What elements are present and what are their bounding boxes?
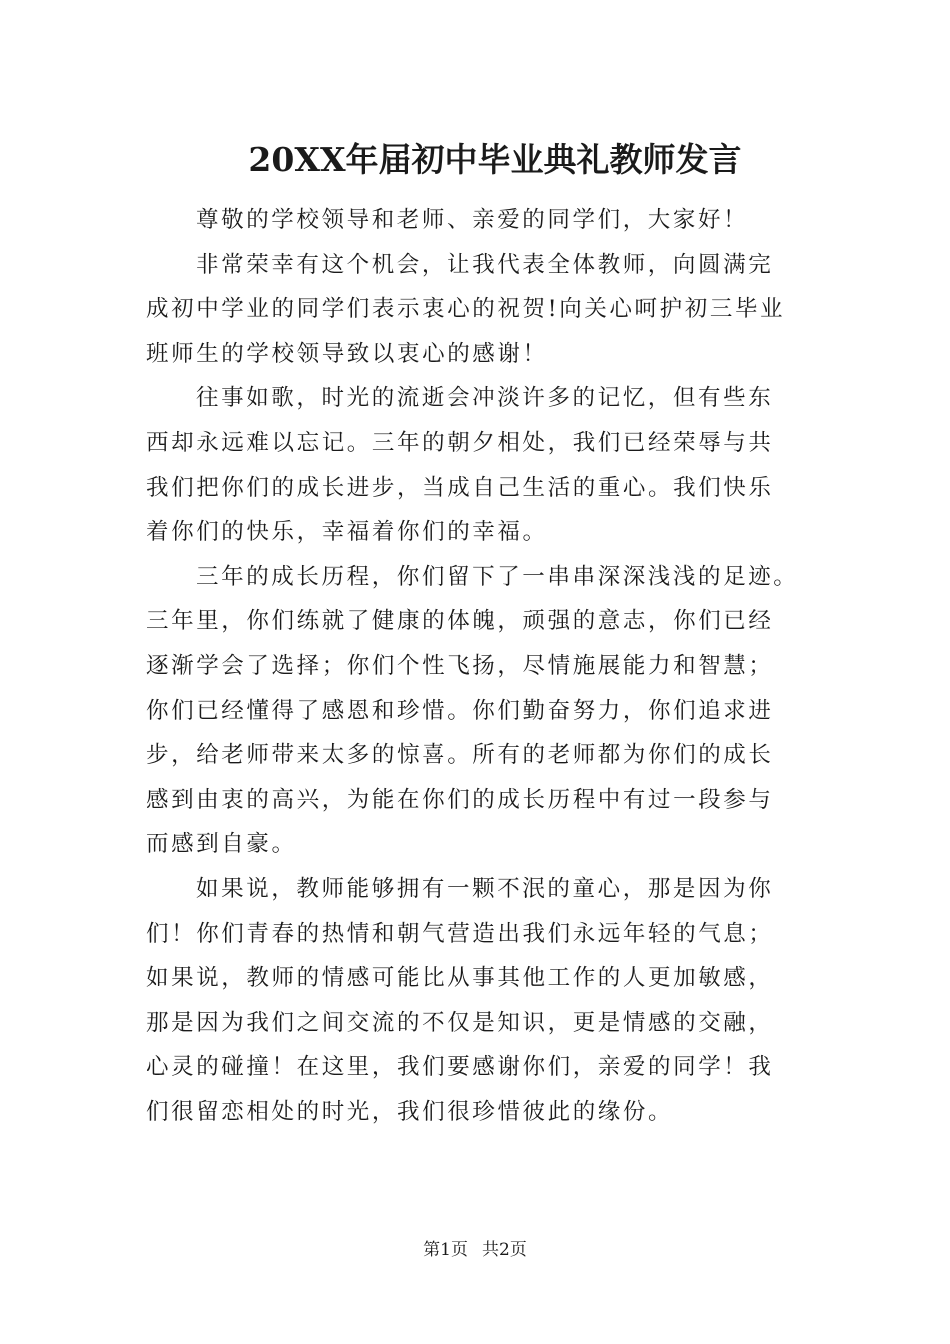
text-line: 们很留恋相处的时光，我们很珍惜彼此的缘份。 [146, 1098, 674, 1125]
text-line: 我们把你们的成长进步，当成自己生活的重心。我们快乐 [146, 474, 774, 501]
paragraph-memories [146, 376, 806, 554]
text-line: 往事如歌，时光的流逝会冲淡许多的记忆，但有些东 [196, 385, 774, 412]
text-line: 着你们的快乐，幸福着你们的幸福。 [146, 519, 548, 546]
document-title: 20XX年届初中毕业典礼教师发言 [248, 140, 742, 179]
text-line: 们！你们青春的热情和朝气营造出我们永远年轻的气息； [146, 920, 774, 947]
text-line: 三年里，你们练就了健康的体魄，顽强的意志，你们已经 [146, 608, 774, 635]
text-line: 西却永远难以忘记。三年的朝夕相处，我们已经荣辱与共 [146, 429, 774, 456]
paragraph-greeting [146, 198, 806, 243]
text-line: 三年的成长历程，你们留下了一串串深深浅浅的足迹。 [196, 563, 799, 590]
page-number-current: 第1页 [423, 1240, 468, 1260]
text-line: 非常荣幸有这个机会，让我代表全体教师，向圆满完 [196, 251, 774, 278]
document-body [146, 198, 806, 1134]
paragraph-gratitude [146, 867, 806, 1135]
text-line: 如果说，教师能够拥有一颗不泯的童心，那是因为你 [196, 875, 774, 902]
text-line: 那是因为我们之间交流的不仅是知识，更是情感的交融， [146, 1009, 774, 1036]
text-line: 心灵的碰撞！在这里，我们要感谢你们，亲爱的同学！我 [146, 1054, 774, 1081]
paragraph-thanks [146, 243, 806, 377]
text-line: 感到由衷的高兴，为能在你们的成长历程中有过一段参与 [146, 786, 774, 813]
page-footer [0, 1238, 950, 1262]
text-line: 而感到自豪。 [146, 831, 297, 858]
text-line: 班师生的学校领导致以衷心的感谢！ [146, 340, 548, 367]
paragraph-growth [146, 555, 806, 867]
text-line: 如果说，教师的情感可能比从事其他工作的人更加敏感， [146, 965, 774, 992]
page-number-total: 共2页 [482, 1240, 527, 1260]
text-line: 步，给老师带来太多的惊喜。所有的老师都为你们的成长 [146, 742, 774, 769]
text-line: 尊敬的学校领导和老师、亲爱的同学们，大家好！ [196, 207, 749, 233]
text-line: 成初中学业的同学们表示衷心的祝贺!向关心呵护初三毕业 [146, 296, 786, 323]
text-line: 你们已经懂得了感恩和珍惜。你们勤奋努力，你们追求进 [146, 697, 774, 724]
text-line: 逐渐学会了选择；你们个性飞扬，尽情施展能力和智慧； [146, 652, 774, 679]
